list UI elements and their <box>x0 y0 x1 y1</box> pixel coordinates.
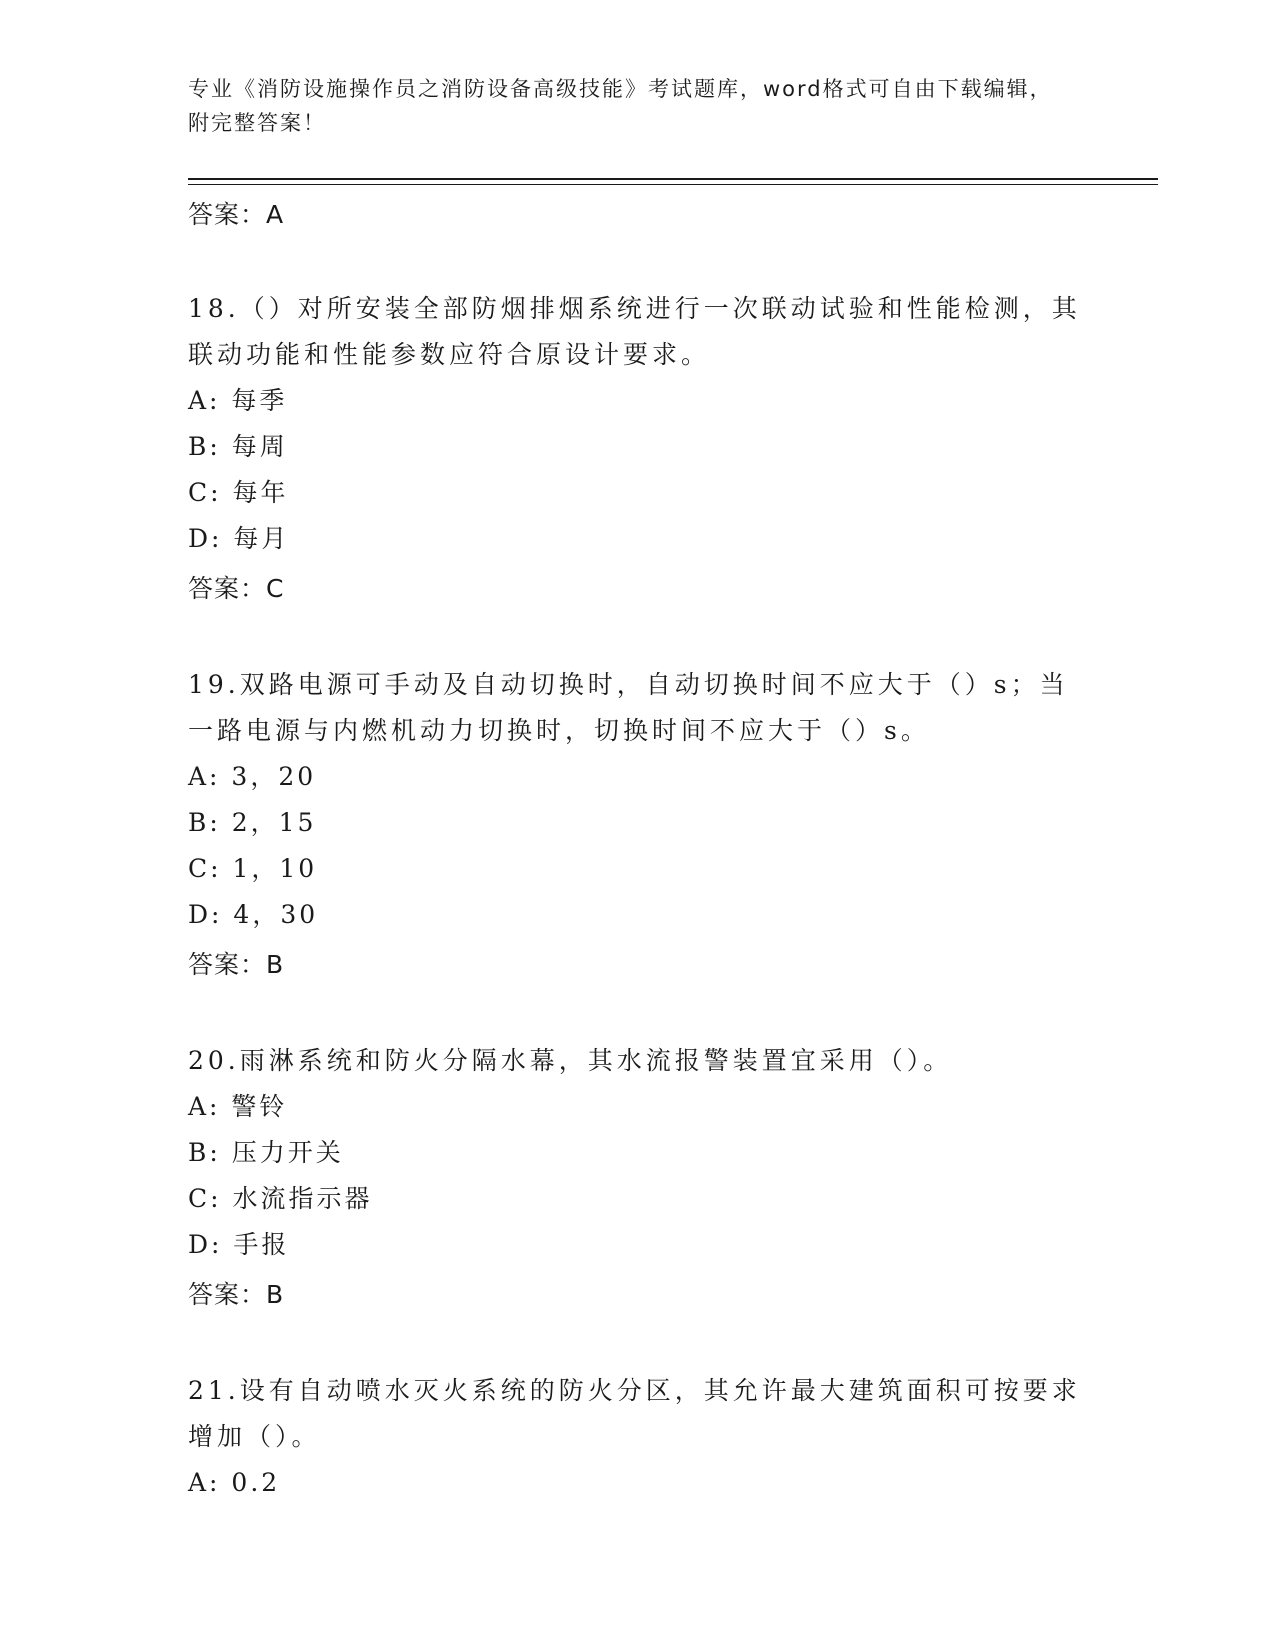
option-d: D: 手报 <box>188 1230 290 1259</box>
question-stem: 20.雨淋系统和防火分隔水幕，其水流报警装置宜采用（）。 <box>188 1046 953 1075</box>
option-c: C: 水流指示器 <box>188 1184 373 1213</box>
option-a: A: 3，20 <box>188 762 317 791</box>
option-c: C: 1，10 <box>188 854 318 883</box>
option-b: B: 压力开关 <box>188 1138 344 1167</box>
question-stem: 19.双路电源可手动及自动切换时，自动切换时间不应大于（）s；当一路电源与内燃机动力切换时，切换时间不应大于（）s。 <box>188 670 1069 745</box>
header-divider-thin <box>188 184 1158 185</box>
option-a: A: 每季 <box>188 386 288 415</box>
option-d: D: 每月 <box>188 524 290 553</box>
question-stem: 18.（）对所安装全部防烟排烟系统进行一次联动试验和性能检测，其联动功能和性能参数应符合原设计要求。 <box>188 294 1081 369</box>
question-19 <box>188 662 1088 988</box>
previous-answer: 答案：A <box>188 200 285 229</box>
question-list <box>188 188 1088 1506</box>
option-b: B: 2，15 <box>188 808 317 837</box>
option-d: D: 4，30 <box>188 900 319 929</box>
question-21 <box>188 1368 1088 1506</box>
question-20 <box>188 1038 1088 1318</box>
answer-line: 答案：B <box>188 950 285 979</box>
answer-line: 答案：B <box>188 1280 285 1309</box>
option-a: A: 0.2 <box>188 1468 281 1497</box>
question-stem: 21.设有自动喷水灭火系统的防火分区，其允许最大建筑面积可按要求增加（）。 <box>188 1376 1081 1451</box>
document-header: 专业《消防设施操作员之消防设备高级技能》考试题库，word格式可自由下载编辑，附完整答案！ <box>188 77 1053 135</box>
question-18 <box>188 286 1088 612</box>
answer-line: 答案：C <box>188 574 285 603</box>
option-b: B: 每周 <box>188 432 288 461</box>
header-divider-thick <box>188 178 1158 180</box>
option-a: A: 警铃 <box>188 1092 288 1121</box>
option-c: C: 每年 <box>188 478 289 507</box>
